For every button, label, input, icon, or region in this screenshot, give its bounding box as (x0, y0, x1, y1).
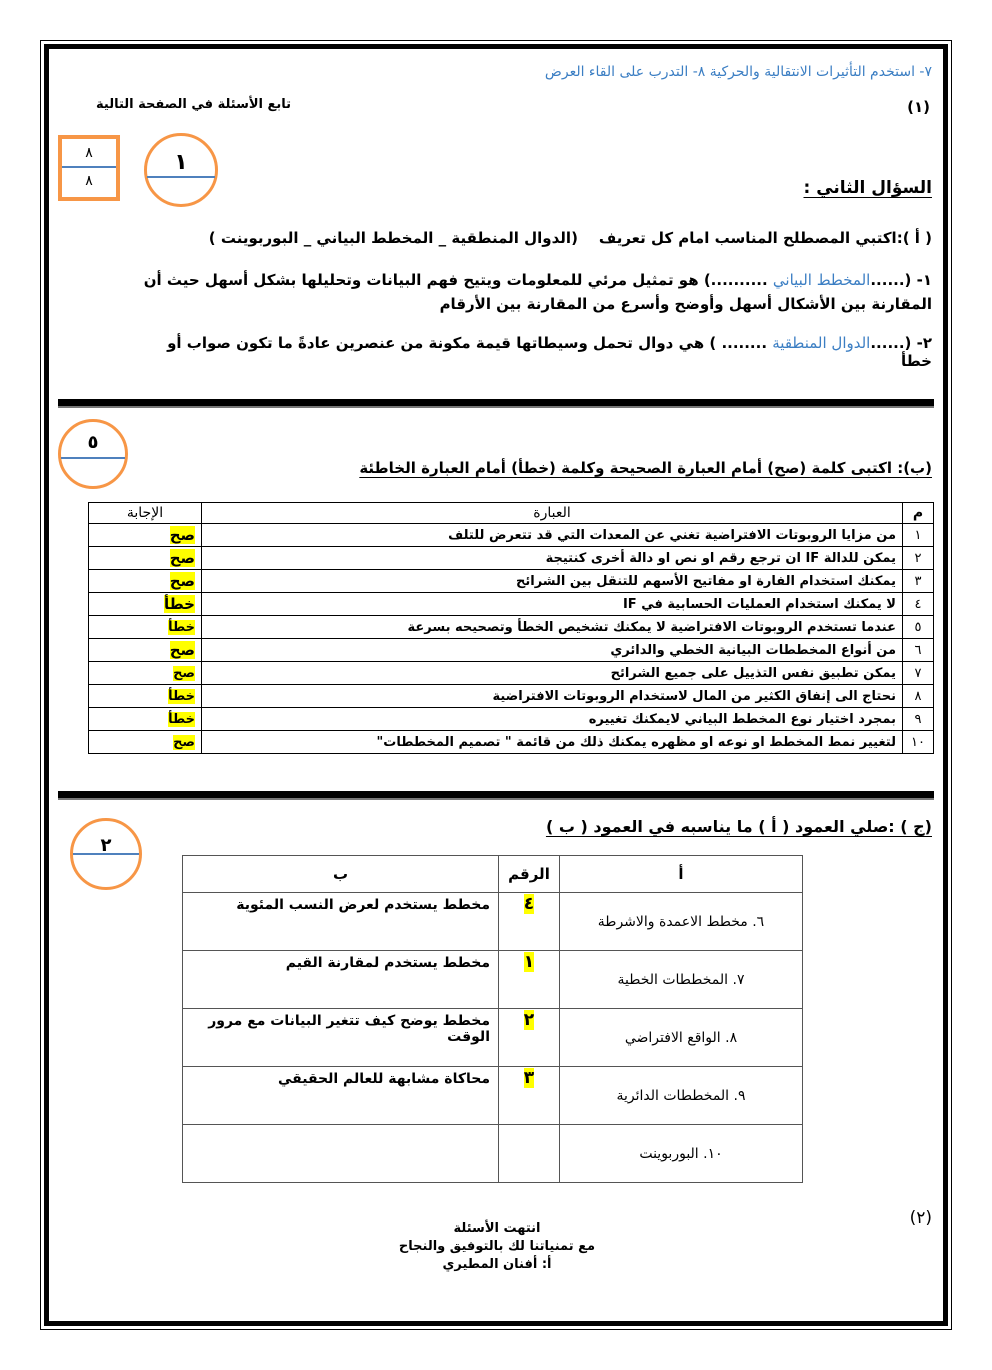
table-row (89, 639, 934, 662)
table-row (183, 1125, 803, 1183)
row-answer: خطأ (168, 688, 195, 704)
column-a-item: ٦. مخطط الاعمدة والاشرطة (560, 893, 803, 951)
header-column-b: ب (183, 856, 499, 893)
row-num: ٣ (903, 570, 934, 593)
page-number-top: (١) (907, 98, 930, 116)
answer-text: المخطط البياني (772, 271, 871, 289)
column-a-item: ٩. المخططات الدائرية (560, 1067, 803, 1125)
score-value: ٢ (100, 835, 112, 856)
section-separator (58, 399, 934, 408)
row-num: ٩ (903, 708, 934, 731)
row-statement: بمجرد اختيار نوع المخطط البياني لايمكنك تغييره (202, 708, 903, 731)
table-row (89, 570, 934, 593)
row-answer: خطأ (168, 711, 195, 727)
match-number: ٤ (523, 894, 535, 914)
score-value: ١ (174, 150, 188, 175)
section-separator (58, 791, 934, 800)
row-num: ١٠ (903, 731, 934, 754)
row-answer: صح (169, 572, 195, 590)
row-statement: من أنواع المخططات البيانية الخطي والدائري (202, 639, 903, 662)
table-header-row (89, 503, 934, 524)
row-answer: خطأ (163, 595, 195, 613)
part-a-heading (209, 229, 932, 247)
match-number: ١ (523, 952, 535, 972)
true-false-table (88, 502, 934, 754)
score-line (61, 457, 125, 459)
closing-line-1: انتهت الأسئلة (453, 1221, 541, 1236)
table-row (183, 893, 803, 951)
row-num: ٥ (903, 616, 934, 639)
table-row (89, 593, 934, 616)
row-answer: صح (173, 665, 195, 681)
page-number-bottom: (٢) (909, 1208, 932, 1228)
definition-item-2 (150, 334, 932, 370)
part-a-terms: (الدوال المنطقية _ المخطط البياني _ البوربوينت ) (208, 229, 578, 247)
row-answer: صح (169, 549, 195, 567)
table-header-row (183, 856, 803, 893)
row-statement: عندما تستخدم الروبوتات الافتراضية لا يمكنك تشخيص الخطأ وتصحيحه بسرعة (202, 616, 903, 639)
row-answer: صح (173, 734, 195, 750)
score-earned: ٨ (85, 145, 93, 161)
closing-line-2: مع تمنياتنا لك بالتوفيق والنجاح (398, 1239, 596, 1254)
continue-note: تابع الأسئلة في الصفحة التالية (96, 97, 292, 112)
row-num: ١ (903, 524, 934, 547)
closing-note (297, 1220, 697, 1274)
header-column-a: أ (560, 856, 803, 893)
row-statement: لا يمكنك استخدام العمليات الحسابية في IF (202, 593, 903, 616)
table-row (89, 685, 934, 708)
total-score-box (58, 135, 120, 201)
row-statement: يمكن للدالة IF ان ترجع رقم او نص او دالة أخرى كنتيجة (202, 547, 903, 570)
score-total: ٨ (85, 173, 93, 189)
row-statement: نحتاج الى إنفاق الكثير من المال لاستخدام الروبوتات الافتراضية (202, 685, 903, 708)
table-row (89, 616, 934, 639)
table-row (89, 731, 934, 754)
column-b-item: مخطط يستخدم لمقارنة القيم (183, 951, 499, 1009)
match-number-empty (499, 1125, 560, 1183)
table-row (89, 708, 934, 731)
row-statement: لتغيير نمط المخطط او نوعه او مظهره يمكنك ذلك من قائمة " تصميم المخططات" (202, 731, 903, 754)
row-statement: من مزايا الروبوتات الافتراضية تغني عن المعدات التي قد تتعرض للتلف (202, 524, 903, 547)
question-two-title: السؤال الثاني : (803, 178, 932, 198)
objectives-line: ٧- استخدم التأثيرات الانتقالية والحركية ٨- التدرب على القاء العرض (544, 64, 932, 80)
score-circle-part-c (70, 818, 142, 890)
column-b-item: محاكاة مشابهة للعالم الحقيقي (183, 1067, 499, 1125)
part-c-instruction: (ج ) :صلي العمود ( أ ) ما يناسبه في العمود ( ب ) (545, 817, 932, 836)
row-answer: صح (169, 641, 195, 659)
item-definition: ..........) هو تمثيل مرئي للمعلومات ويتيح فهم البيانات وتحليلها بشكل أسهل حيث أن المقارنة بين الأشكال أسهل وأوضح وأسرع من المقارنة بين الأرقام (143, 271, 932, 313)
column-b-item: مخطط يوضح كيف تتغير البيانات مع مرور الوقت (183, 1009, 499, 1067)
row-num: ٤ (903, 593, 934, 616)
definition-item-1 (98, 268, 932, 316)
row-num: ٢ (903, 547, 934, 570)
column-a-item: ١٠. البوربوينت (560, 1125, 803, 1183)
row-answer: خطأ (168, 619, 195, 635)
header-num: م (903, 503, 934, 524)
table-row (183, 1067, 803, 1125)
column-a-item: ٧. المخططات الخطية (560, 951, 803, 1009)
matching-table (182, 855, 803, 1183)
score-circle-part-a (144, 133, 218, 207)
item-prefix: ١- (...... (870, 271, 932, 289)
item-definition: ........ ) هي دوال تحمل وسيطاتها قيمة مكونة من عنصرين عادةً ما تكون صواب أو خطأ (167, 334, 932, 370)
score-line (73, 853, 139, 855)
column-a-item: ٨. الواقع الافتراضي (560, 1009, 803, 1067)
column-b-item-empty (183, 1125, 499, 1183)
teacher-name: أ: أفنان المطيري (442, 1257, 552, 1272)
row-statement: يمكن تطبيق نفس التذييل على جميع الشرائح (202, 662, 903, 685)
header-statement: العبارة (202, 503, 903, 524)
score-value: ٥ (87, 432, 99, 453)
fraction-line (62, 166, 116, 168)
row-answer: صح (169, 526, 195, 544)
row-num: ٧ (903, 662, 934, 685)
match-number: ٣ (523, 1068, 535, 1088)
match-number: ٢ (523, 1010, 535, 1030)
header-answer: الإجابة (89, 503, 202, 524)
table-row (89, 547, 934, 570)
table-row (183, 951, 803, 1009)
row-num: ٦ (903, 639, 934, 662)
column-b-item: مخطط يستخدم لعرض النسب المئوية (183, 893, 499, 951)
item-prefix: ٢- (...... (870, 334, 932, 352)
table-row (89, 662, 934, 685)
row-num: ٨ (903, 685, 934, 708)
part-a-instruction: ( أ ):اكتبي المصطلح المناسب امام كل تعريف (598, 229, 932, 247)
score-circle-part-b (58, 419, 128, 489)
header-number: الرقم (499, 856, 560, 893)
table-row (183, 1009, 803, 1067)
row-statement: يمكنك استخدام الفارة او مفاتيح الأسهم للتنقل بين الشرائح (202, 570, 903, 593)
answer-text: الدوال المنطقية (772, 334, 871, 352)
score-line (147, 176, 215, 178)
part-b-instruction: (ب): اكتبى كلمة (صح) أمام العبارة الصحيحة وكلمة (خطأ) أمام العبارة الخاطئة (359, 459, 932, 477)
table-row (89, 524, 934, 547)
